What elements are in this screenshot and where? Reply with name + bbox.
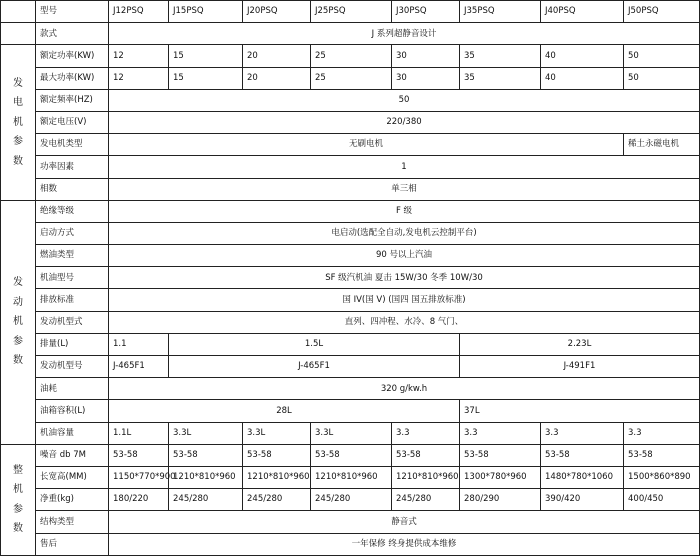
style-value: J 系列超静音设计 — [109, 23, 700, 45]
generator-type-value-j50: 稀土永磁电机 — [624, 134, 700, 156]
start-mode-label: 启动方式 — [36, 222, 109, 244]
displacement-value: 2.23L — [460, 333, 700, 355]
engine-model-row — [1, 356, 700, 378]
noise-value: 53-58 — [541, 444, 624, 466]
net-weight-value: 245/280 — [311, 489, 392, 511]
engine-model-value: J-465F1 — [109, 356, 169, 378]
fuel-type-row — [1, 245, 700, 267]
fuel-type-label: 燃油类型 — [36, 245, 109, 267]
unit-group-char: 参 — [13, 503, 23, 515]
unit-group-char: 机 — [13, 484, 23, 496]
rated-power-value: 40 — [541, 45, 624, 67]
phase-label: 相数 — [36, 178, 109, 200]
engine-group-char: 动 — [13, 296, 23, 308]
rated-power-value: 12 — [109, 45, 169, 67]
displacement-label: 排量(L) — [36, 333, 109, 355]
fuel-consumption-row — [1, 378, 700, 400]
style-row — [1, 23, 700, 45]
unit-group-char: 数 — [13, 523, 23, 535]
net-weight-value: 400/450 — [624, 489, 700, 511]
oil-capacity-label: 机油容量 — [36, 422, 109, 444]
header-blank-cell — [1, 1, 36, 23]
noise-value: 53-58 — [460, 444, 541, 466]
net-weight-value: 180/220 — [109, 489, 169, 511]
rated-frequency-row — [1, 89, 700, 111]
rated-power-row — [1, 45, 700, 67]
header-row — [1, 1, 700, 23]
displacement-row — [1, 333, 700, 355]
dimensions-row — [1, 466, 700, 488]
noise-value: 53-58 — [392, 444, 460, 466]
engine-model-value: J-491F1 — [460, 356, 700, 378]
dimensions-value: 1210*810*960 — [311, 466, 392, 488]
model-j12: J12PSQ — [109, 1, 169, 23]
rated-voltage-value: 220/380 — [109, 111, 700, 133]
rated-power-value: 35 — [460, 45, 541, 67]
rated-frequency-value: 50 — [109, 89, 700, 111]
model-j15: J15PSQ — [169, 1, 243, 23]
engine-model-label: 发动机型号 — [36, 356, 109, 378]
max-power-value: 15 — [169, 67, 243, 89]
dimensions-value: 1300*780*960 — [460, 466, 541, 488]
displacement-value: 1.5L — [169, 333, 460, 355]
noise-label: 噪音 db 7M — [36, 444, 109, 466]
net-weight-row — [1, 489, 700, 511]
style-blank-cell — [1, 23, 36, 45]
noise-value: 53-58 — [311, 444, 392, 466]
rated-power-value: 25 — [311, 45, 392, 67]
header-label: 型号 — [36, 1, 109, 23]
noise-value: 53-58 — [243, 444, 311, 466]
oil-type-row — [1, 267, 700, 289]
unit-group-char: 整 — [13, 464, 23, 476]
rated-frequency-label: 额定频率(HZ) — [36, 89, 109, 111]
generator-group-char: 参 — [13, 136, 23, 148]
power-factor-row — [1, 156, 700, 178]
net-weight-value: 245/280 — [169, 489, 243, 511]
max-power-value: 40 — [541, 67, 624, 89]
oil-capacity-row — [1, 422, 700, 444]
oil-capacity-value: 3.3 — [541, 422, 624, 444]
after-sales-row — [1, 533, 700, 555]
net-weight-value: 390/420 — [541, 489, 624, 511]
oil-capacity-value: 3.3 — [392, 422, 460, 444]
oil-type-label: 机油型号 — [36, 267, 109, 289]
oil-capacity-value: 3.3 — [624, 422, 700, 444]
after-sales-label: 售后 — [36, 533, 109, 555]
insulation-row — [1, 200, 700, 222]
max-power-value: 50 — [624, 67, 700, 89]
after-sales-value: 一年保修 终身提供成本维修 — [109, 533, 700, 555]
rated-power-value: 50 — [624, 45, 700, 67]
emission-value: 国 IV(国 V) (国四 国五排放标准) — [109, 289, 700, 311]
net-weight-label: 净重(kg) — [36, 489, 109, 511]
net-weight-value: 245/280 — [243, 489, 311, 511]
engine-form-value: 直列、四冲程、水冷、8 气门、 — [109, 311, 700, 333]
phase-value: 单三相 — [109, 178, 700, 200]
rated-voltage-row — [1, 111, 700, 133]
engine-group-char: 参 — [13, 335, 23, 347]
engine-group-char: 发 — [13, 277, 23, 289]
oil-capacity-value: 3.3 — [460, 422, 541, 444]
insulation-label: 绝缘等级 — [36, 200, 109, 222]
max-power-value: 12 — [109, 67, 169, 89]
dimensions-value: 1480*780*1060 — [541, 466, 624, 488]
noise-value: 53-58 — [624, 444, 700, 466]
max-power-label: 最大功率(KW) — [36, 67, 109, 89]
model-j25: J25PSQ — [311, 1, 392, 23]
engine-group-label — [1, 200, 36, 444]
tank-capacity-value: 37L — [460, 400, 700, 422]
tank-capacity-row — [1, 400, 700, 422]
structure-value: 静音式 — [109, 511, 700, 533]
model-j35: J35PSQ — [460, 1, 541, 23]
oil-capacity-value: 1.1L — [109, 422, 169, 444]
dimensions-value: 1150*770*900 — [109, 466, 169, 488]
unit-group-label — [1, 444, 36, 555]
emission-row — [1, 289, 700, 311]
generator-type-row — [1, 134, 700, 156]
generator-type-label: 发电机类型 — [36, 134, 109, 156]
dimensions-value: 1500*860*890 — [624, 466, 700, 488]
tank-capacity-label: 油箱容积(L) — [36, 400, 109, 422]
fuel-consumption-value: 320 g/kw.h — [109, 378, 700, 400]
insulation-value: F 级 — [109, 200, 700, 222]
dimensions-value: 1210*810*960 — [243, 466, 311, 488]
model-j50: J50PSQ — [624, 1, 700, 23]
rated-power-value: 30 — [392, 45, 460, 67]
noise-row — [1, 444, 700, 466]
fuel-consumption-label: 油耗 — [36, 378, 109, 400]
phase-row — [1, 178, 700, 200]
oil-capacity-value: 3.3L — [169, 422, 243, 444]
oil-capacity-value: 3.3L — [311, 422, 392, 444]
max-power-value: 30 — [392, 67, 460, 89]
oil-type-value: SF 级汽机油 夏击 15W/30 冬季 10W/30 — [109, 267, 700, 289]
noise-value: 53-58 — [169, 444, 243, 466]
max-power-row — [1, 67, 700, 89]
generator-group-label — [1, 45, 36, 200]
rated-power-value: 15 — [169, 45, 243, 67]
start-mode-value: 电启动(选配全自动,发电机云控制平台) — [109, 222, 700, 244]
dimensions-label: 长宽高(MM) — [36, 466, 109, 488]
max-power-value: 35 — [460, 67, 541, 89]
structure-row — [1, 511, 700, 533]
net-weight-value: 280/290 — [460, 489, 541, 511]
model-j20: J20PSQ — [243, 1, 311, 23]
power-factor-label: 功率因素 — [36, 156, 109, 178]
generator-group-char: 机 — [13, 116, 23, 128]
tank-capacity-value: 28L — [109, 400, 460, 422]
power-factor-value: 1 — [109, 156, 700, 178]
rated-power-label: 额定功率(KW) — [36, 45, 109, 67]
oil-capacity-value: 3.3L — [243, 422, 311, 444]
max-power-value: 20 — [243, 67, 311, 89]
displacement-value: 1.1 — [109, 333, 169, 355]
emission-label: 排放标准 — [36, 289, 109, 311]
engine-form-label: 发动机型式 — [36, 311, 109, 333]
model-j40: J40PSQ — [541, 1, 624, 23]
generator-group-char: 发 — [13, 77, 23, 89]
generator-type-value: 无刷电机 — [109, 134, 624, 156]
engine-group-char: 数 — [13, 355, 23, 367]
dimensions-value: 1210*810*960 — [392, 466, 460, 488]
rated-voltage-label: 额定电压(V) — [36, 111, 109, 133]
max-power-value: 25 — [311, 67, 392, 89]
style-label: 款式 — [36, 23, 109, 45]
net-weight-value: 245/280 — [392, 489, 460, 511]
fuel-type-value: 90 号以上汽油 — [109, 245, 700, 267]
rated-power-value: 20 — [243, 45, 311, 67]
generator-group-char: 电 — [13, 97, 23, 109]
dimensions-value: 1210*810*960 — [169, 466, 243, 488]
start-mode-row — [1, 222, 700, 244]
model-j30: J30PSQ — [392, 1, 460, 23]
engine-model-value: J-465F1 — [169, 356, 460, 378]
noise-value: 53-58 — [109, 444, 169, 466]
generator-group-char: 数 — [13, 155, 23, 167]
structure-label: 结构类型 — [36, 511, 109, 533]
engine-group-char: 机 — [13, 316, 23, 328]
engine-form-row — [1, 311, 700, 333]
